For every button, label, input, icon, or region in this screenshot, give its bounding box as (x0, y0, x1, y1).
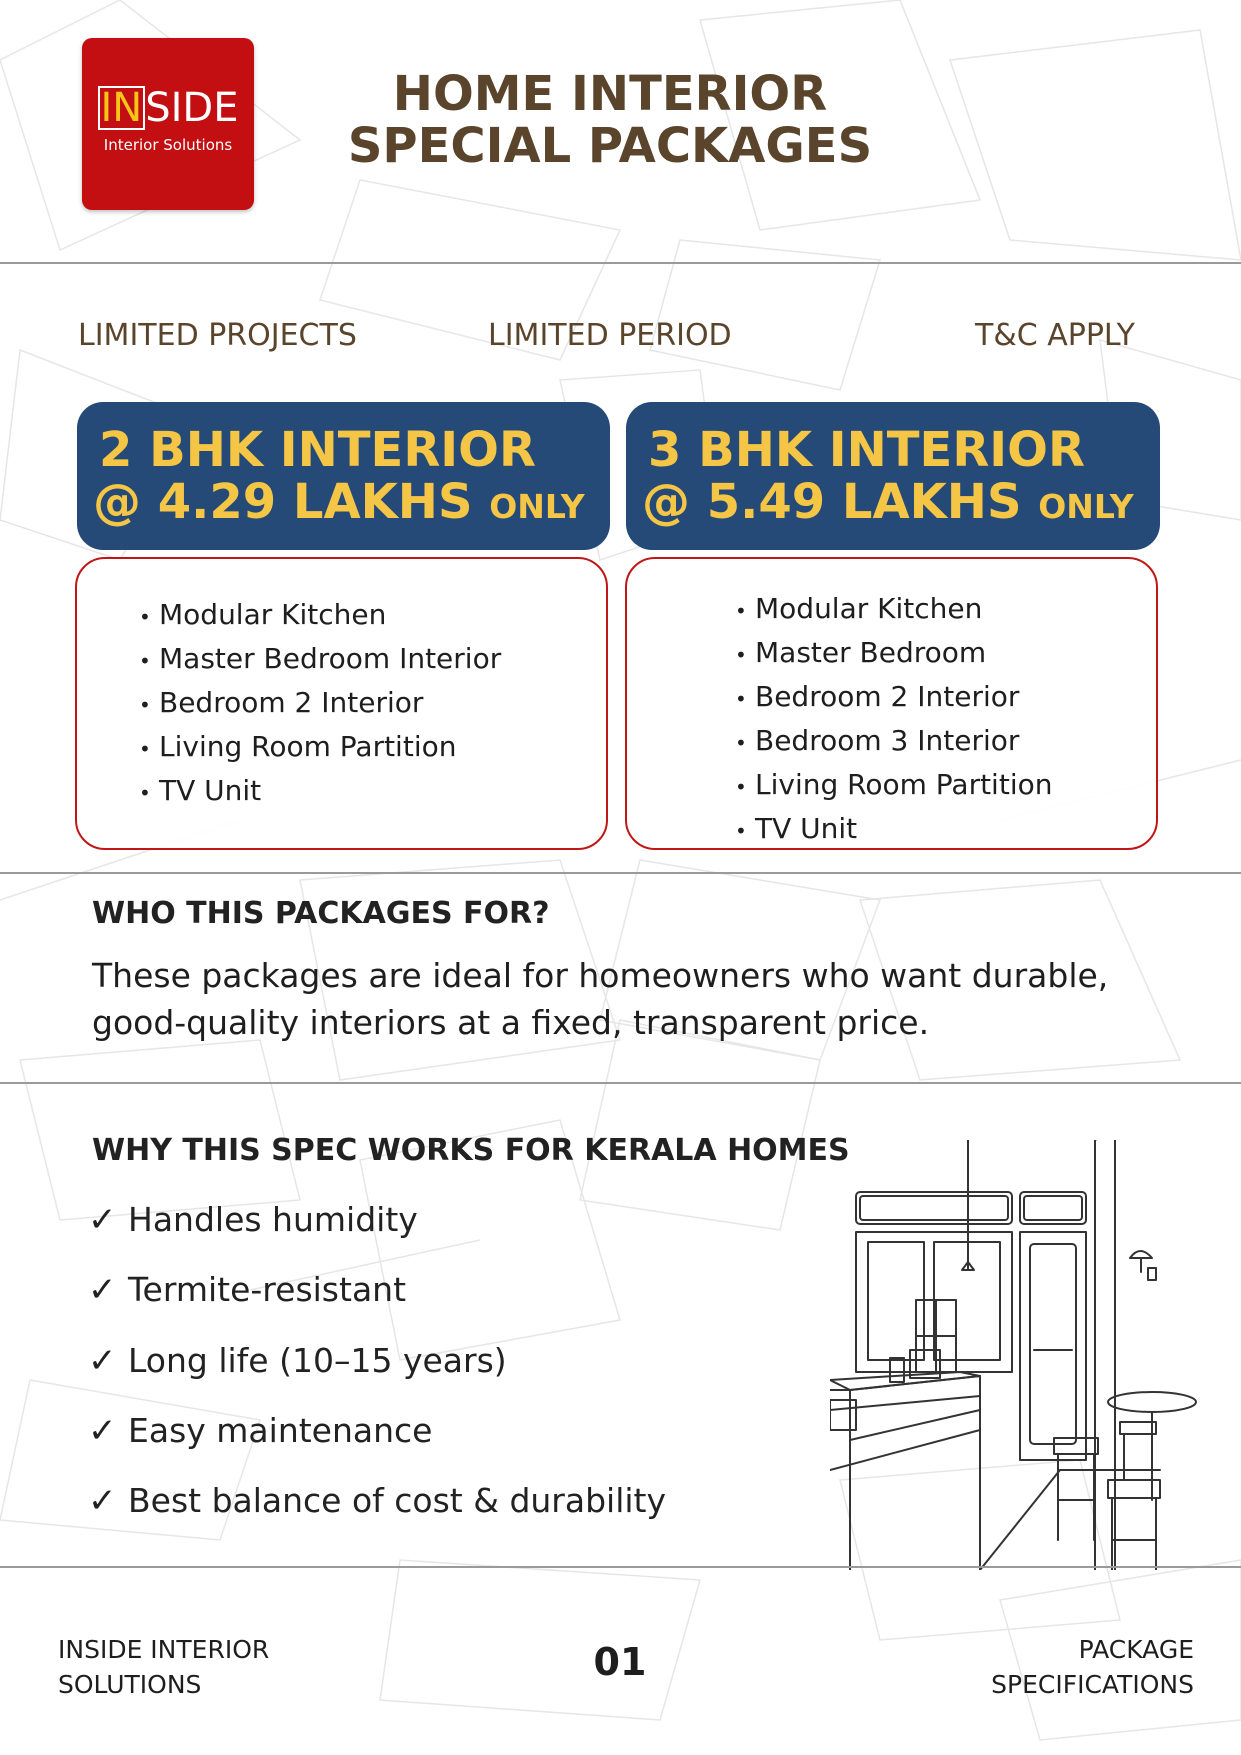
package-2bhk-list (75, 557, 608, 850)
package-3bhk-list (625, 557, 1158, 850)
list-item: • TV Unit (139, 770, 501, 814)
package-2bhk-header (77, 402, 610, 550)
list-item: • Bedroom 2 Interior (139, 682, 501, 726)
why-heading: WHY THIS SPEC WORKS FOR KERALA HOMES (92, 1133, 850, 1168)
package-3bhk-only: ONLY (1038, 487, 1134, 526)
check-icon: ✓ (88, 1341, 117, 1381)
list-item: • Modular Kitchen (139, 594, 501, 638)
benefit-item: ✓ Best balance of cost & durability (88, 1481, 667, 1521)
list-item: • Modular Kitchen (735, 588, 1052, 632)
divider-lower (0, 1082, 1241, 1084)
tagline-limited-period: LIMITED PERIOD (488, 318, 732, 353)
check-icon: ✓ (88, 1481, 117, 1521)
divider-top (0, 262, 1241, 264)
package-3bhk-price-line (642, 476, 1134, 533)
benefit-item: ✓ Handles humidity (88, 1200, 418, 1240)
package-3bhk-price: @ 5.49 LAKHS (642, 474, 1022, 530)
kitchen-interior-illustration (830, 1140, 1220, 1570)
logo-subtitle: Interior Solutions (103, 136, 233, 154)
who-description: These packages are ideal for homeowners who want durable, good-quality interiors at a fixed, transparent price. (92, 956, 1109, 1042)
package-2bhk-only: ONLY (489, 487, 585, 526)
benefit-item: ✓ Easy maintenance (88, 1411, 433, 1451)
logo-wordmark: INSIDE (92, 86, 244, 130)
tagline-limited-projects: LIMITED PROJECTS (78, 318, 357, 353)
package-3bhk-title: 3 BHK INTERIOR (648, 422, 1085, 478)
who-heading: WHO THIS PACKAGES FOR? (92, 896, 550, 931)
company-logo (82, 38, 254, 210)
list-item: • Living Room Partition (139, 726, 501, 770)
page-number: 01 (593, 1640, 647, 1684)
tagline-tc-apply: T&C APPLY (975, 318, 1135, 353)
footer-section: PACKAGE SPECIFICATIONS (991, 1635, 1194, 1699)
list-item: • Bedroom 2 Interior (735, 676, 1052, 720)
list-item: • Bedroom 3 Interior (735, 720, 1052, 764)
benefit-item: ✓ Termite-resistant (88, 1270, 407, 1310)
check-icon: ✓ (88, 1411, 117, 1451)
list-item: • TV Unit (735, 808, 1052, 852)
title-line-1: HOME INTERIOR (392, 66, 828, 122)
package-2bhk-title: 2 BHK INTERIOR (99, 422, 536, 478)
check-icon: ✓ (88, 1200, 117, 1240)
package-3bhk-header (626, 402, 1160, 550)
check-icon: ✓ (88, 1270, 117, 1310)
list-item: • Living Room Partition (735, 764, 1052, 808)
package-2bhk-price: @ 4.29 LAKHS (93, 474, 473, 530)
list-item: • Master Bedroom (735, 632, 1052, 676)
divider-middle (0, 872, 1241, 874)
package-2bhk-price-line (93, 476, 585, 533)
footer-company: INSIDE INTERIOR SOLUTIONS (58, 1635, 270, 1699)
divider-footer (0, 1566, 1241, 1568)
title-line-2: SPECIAL PACKAGES (347, 118, 873, 174)
benefit-item: ✓ Long life (10–15 years) (88, 1341, 507, 1381)
page-title (300, 68, 920, 172)
list-item: • Master Bedroom Interior (139, 638, 501, 682)
